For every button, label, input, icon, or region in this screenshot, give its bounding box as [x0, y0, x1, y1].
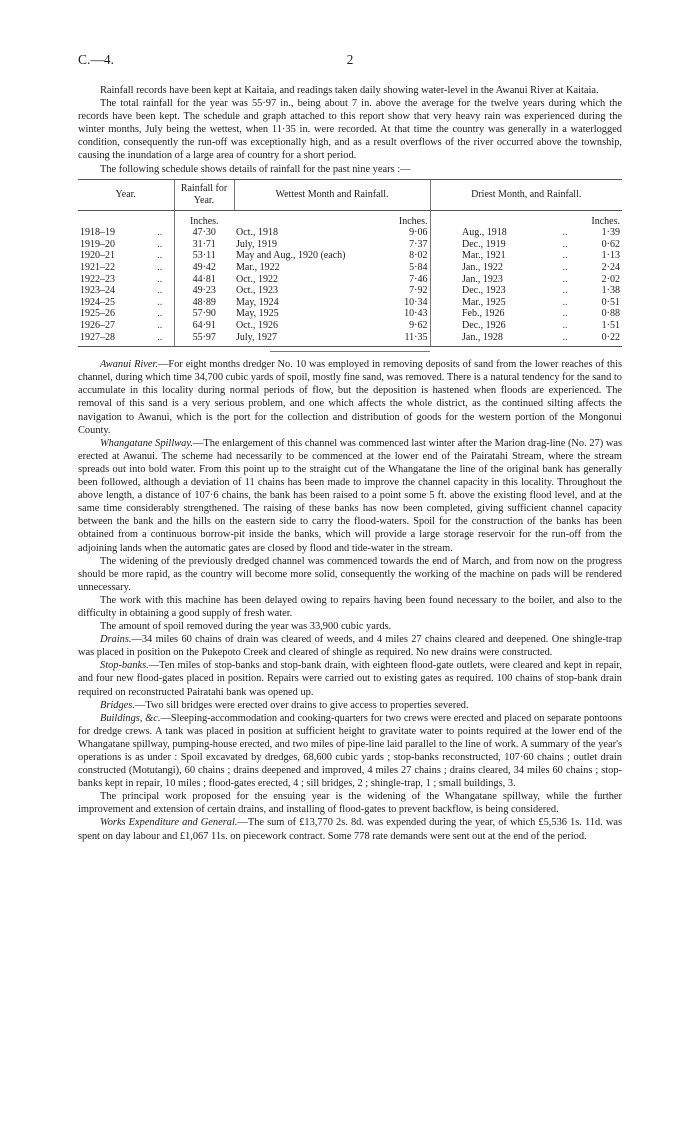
year-cell: 1925–26 — [80, 308, 115, 320]
spacer-cell — [430, 297, 460, 309]
driest-rain-cell: 0·22 — [580, 332, 622, 347]
year-cell: 1922–23 — [80, 273, 115, 285]
rainfall-cell: 31·71 — [174, 239, 234, 251]
table-row — [78, 250, 622, 262]
dots-leader: .. — [562, 320, 568, 331]
dots-leader: .. — [562, 250, 568, 262]
driest-month-cell: Jan., 1928 — [460, 332, 550, 347]
dots-leader: .. — [562, 273, 568, 285]
heading-bridges: Bridges. — [100, 699, 135, 711]
table-row — [78, 320, 622, 332]
wettest-rain-cell: 7·92 — [409, 285, 428, 297]
heading-drains: Drains. — [100, 634, 132, 646]
wettest-rain-cell: 10·34 — [404, 296, 428, 308]
wettest-month-cell: July, 1919 — [236, 238, 278, 250]
wettest-month-cell: Oct., 1926 — [236, 320, 278, 331]
unit-wettest: Inches. — [398, 215, 428, 227]
wettest-rain-cell: 9·62 — [409, 320, 428, 331]
driest-rain-cell: 1·13 — [601, 250, 620, 262]
wettest-month-cell: Oct., 1922 — [236, 273, 278, 285]
dots-leader: .. — [562, 238, 568, 250]
wettest-rain-cell: 11·35 — [382, 332, 430, 347]
wettest-rain-cell: 9·06 — [409, 227, 428, 239]
buildings-text: —Sleeping-accommodation and cooking-quarters for two crews were erected and placed on separate pontoons for dredge crews. A tank was placed in position at sufficient height to gravitate water to points required at the lower end of the Whangatane spillway, pumping-house erected, and two miles of pipe-line laid parallel to the line of work. A summary of the year's operations is as under : Spoil excavated by dredges, 68,600 cubic yards ; stop-banks reconstructed, 107·60 chains ; outlet drain constructed (Motutangi), 60 chains ; drains deepened and improved, 4 miles 27 chains ; drains cleared, 34 miles 60 chains ; stop-banks kept in repair, 10 miles ; flood-gates erected, 4 ; sill bridges, 2 ; shingle-trap, 1 ; small buildings, 3. — [78, 712, 623, 790]
dots-leader: .. — [562, 227, 568, 239]
table-row — [78, 297, 622, 309]
header-year: Year. — [78, 179, 174, 210]
wettest-month-cell: July, 1927 — [234, 332, 382, 347]
driest-rain-cell: 2·02 — [601, 273, 620, 285]
spacer-cell — [430, 320, 460, 332]
driest-month-cell: Jan., 1923 — [462, 273, 503, 285]
wettest-month-cell: May, 1925 — [236, 308, 279, 320]
rainfall-table — [78, 179, 622, 348]
paragraph-bridges — [78, 699, 622, 712]
dots-leader: .. — [550, 332, 580, 347]
year-cell: 1921–22 — [80, 262, 115, 274]
wettest-month-cell: May and Aug., 1920 (each) — [236, 250, 346, 262]
dots-leader: .. — [157, 262, 163, 274]
table-body — [78, 210, 622, 347]
spacer-cell — [430, 285, 460, 297]
heading-stop-banks: Stop-banks. — [100, 660, 149, 672]
driest-rain-cell: 0·88 — [601, 308, 620, 320]
year-cell: 1920–21 — [80, 250, 115, 262]
heading-awanui: Awanui River. — [100, 359, 159, 371]
paragraph-rainfall-records: Rainfall records have been kept at Kaitaia, and readings taken daily showing water-level in the Awanui River at Kaitaia. — [100, 85, 599, 96]
paragraph-widening: The widening of the previously dredged channel was commenced towards the end of March, and from now on the progress should be more rapid, as the country will become more solid, consequently the working of the machine on pads will be rendered unnecessary. — [78, 555, 622, 593]
table-header-row — [78, 179, 622, 210]
rainfall-cell: 49·42 — [174, 262, 234, 274]
spacer-cell — [430, 262, 460, 274]
dots-leader: .. — [146, 332, 174, 347]
document-page — [78, 52, 622, 843]
unit-rainfall: Inches. — [174, 210, 234, 227]
spacer-cell — [430, 227, 460, 239]
year-cell: 1923–24 — [80, 285, 115, 297]
wettest-rain-cell: 5·84 — [409, 262, 428, 274]
heading-buildings: Buildings, &c. — [100, 712, 161, 724]
units-row — [78, 210, 622, 227]
rainfall-cell: 47·30 — [174, 227, 234, 239]
driest-rain-cell: 0·51 — [601, 296, 620, 308]
year-cell: 1918–19 — [80, 227, 115, 239]
bridges-text: —Two sill bridges were erected over drains to give access to properties severed. — [134, 699, 469, 711]
driest-month-cell: Dec., 1923 — [462, 285, 506, 297]
dots-leader: .. — [157, 273, 163, 285]
wettest-rain-cell: 8·02 — [409, 250, 428, 262]
rainfall-cell: 49·23 — [174, 285, 234, 297]
rainfall-cell: 53·11 — [174, 250, 234, 262]
wettest-rain-cell: 7·46 — [409, 273, 428, 285]
report-reference: C.—4. — [78, 52, 115, 67]
page-header — [78, 52, 622, 72]
year-cell: 1924–25 — [80, 296, 115, 308]
rainfall-cell: 48·89 — [174, 297, 234, 309]
spacer-cell — [430, 274, 460, 286]
rainfall-cell: 44·81 — [174, 274, 234, 286]
table-row — [78, 332, 622, 347]
wettest-month-cell: Mar., 1922 — [236, 262, 280, 274]
paragraph-stop-banks — [78, 659, 622, 698]
spacer-cell — [430, 332, 460, 347]
header-rainfall: Rainfall for Year. — [174, 179, 234, 210]
driest-month-cell: Dec., 1926 — [462, 320, 506, 331]
driest-month-cell: Mar., 1921 — [462, 250, 506, 262]
year-cell: 1927–28 — [78, 332, 146, 347]
dots-leader: .. — [157, 320, 163, 331]
works-text: —The sum of £13,770 2s. 8d. was expended during the year, of which £5,536 1s. 11d. was spent on day labour and £1,067 11s. on piecework contract. Some 778 rate demands were sent out at the end of the period. — [78, 817, 622, 842]
driest-month-cell: Feb., 1926 — [462, 308, 505, 320]
paragraph-drains — [78, 633, 622, 659]
spacer-cell — [430, 308, 460, 320]
whangatane-text: —The enlargement of this channel was commenced last winter after the Marion drag-line (No. 27) was erected at Awanui. The scheme had necessarily to be commenced at the lower end of the Pairatahi Stream, where the stream spreads out into bold water. From this point up to the straight cut of the Whangatane the line of the original bank has generally been followed, although a deviation of 11 chains has been made to improve the channel capacity in this locality. Throughout the above length, a distance of 107·6 chains, the bank has been raised to a point some 5 ft. above the existing flood level, and at the same time considerably strengthened. The raising of these banks has now been completed, giving sufficient channel capacity between the bank and the hills on the eastern side to carry the flood-waters. Spoil for the construction of the banks has been obtained from a continuous borrow-pit inside the banks, which will provide a large storage reservoir for the run-off from the adjoining lands when the automatic gates are closed by flood and tide-water in the stream. — [78, 437, 622, 554]
dots-leader: .. — [157, 285, 163, 297]
driest-month-cell: Dec., 1919 — [462, 238, 506, 250]
table-row — [78, 308, 622, 320]
driest-rain-cell: 0·62 — [601, 238, 620, 250]
paragraph-spoil: The amount of spoil removed during the year was 33,900 cubic yards. — [100, 621, 392, 633]
wettest-month-cell: May, 1924 — [236, 296, 279, 308]
driest-month-cell: Aug., 1918 — [462, 227, 507, 239]
paragraph-principal-work: The principal work proposed for the ensuing year is the widening of the Whangatane spillway, while the further improvement and extension of certain drains, and installing of flood-gates to prevent backflow, is being considered. — [78, 791, 622, 816]
section-divider — [270, 351, 430, 352]
driest-month-cell: Mar., 1925 — [462, 296, 506, 308]
header-driest: Driest Month, and Rainfall. — [430, 179, 622, 210]
dots-leader: .. — [157, 238, 163, 250]
driest-rain-cell: 1·38 — [601, 285, 620, 297]
paragraph-whangatane — [78, 437, 622, 555]
dots-leader: .. — [157, 296, 163, 308]
unit-driest: Inches. — [591, 215, 620, 227]
dots-leader: .. — [562, 285, 568, 297]
paragraph-schedule-intro: The following schedule shows details of rainfall for the past nine years :— — [100, 163, 411, 175]
table-row — [78, 274, 622, 286]
page-number: 2 — [346, 52, 354, 67]
header-wettest: Wettest Month and Rainfall. — [234, 179, 430, 210]
wettest-rain-cell: 10·43 — [404, 308, 428, 320]
dots-leader: .. — [562, 308, 568, 320]
dots-leader: .. — [157, 250, 163, 262]
spacer-cell — [430, 239, 460, 251]
paragraph-awanui — [78, 358, 622, 437]
rainfall-cell: 55·97 — [174, 332, 234, 347]
driest-rain-cell: 1·51 — [601, 320, 620, 331]
table-row — [78, 227, 622, 239]
awanui-text: —For eight months dredger No. 10 was employed in removing deposits of sand from the lower reaches of this channel, during which time 34,700 cubic yards of spoil, mostly fine sand, was removed. There is a natural tendency for the sand to accumulate in this locality during normal periods of flow, but the deposition is hastened when floods are experienced. The removal of this sand is a very serious problem, and one which affects the whole district, as the continued silting affects the navigation to Awanui, which is the port for the collection and distribution of goods for the western portion of the Mongonui County. — [78, 359, 622, 436]
paragraph-buildings — [78, 712, 622, 791]
driest-month-cell: Jan., 1922 — [462, 262, 503, 274]
wettest-rain-cell: 7·37 — [409, 238, 428, 250]
wettest-month-cell: Oct., 1923 — [236, 285, 278, 297]
dots-leader: .. — [157, 227, 163, 239]
heading-whangatane: Whangatane Spillway. — [100, 437, 193, 449]
heading-works: Works Expenditure and General. — [100, 817, 238, 829]
dots-leader: .. — [562, 262, 568, 274]
wettest-month-cell: Oct., 1918 — [236, 227, 278, 239]
driest-rain-cell: 2·24 — [601, 262, 620, 274]
table-row — [78, 239, 622, 251]
spacer-cell — [430, 250, 460, 262]
driest-rain-cell: 1·39 — [601, 227, 620, 239]
table-row — [78, 262, 622, 274]
stop-banks-text: —Ten miles of stop-banks and stop-bank drain, with eighteen flood-gate outlets, were cleared and kept in repair, and four new flood-gates placed in position. Repairs were carried out to existing gates as required. 100 chains of stop-bank drain required on reconstructed Pairatahi bank was opened up. — [78, 660, 622, 698]
year-cell: 1926–27 — [80, 320, 115, 331]
rainfall-cell: 64·91 — [174, 320, 234, 332]
report-body — [78, 84, 622, 843]
dots-leader: .. — [157, 308, 163, 320]
table-row — [78, 285, 622, 297]
dots-leader: .. — [562, 296, 568, 308]
drains-text: —34 miles 60 chains of drain was cleared of weeds, and 4 miles 27 chains cleared and deepened. One shingle-trap was placed in position on the Pukepoto Creek and cleared of shingle as required. No new drains were constructed. — [78, 634, 622, 659]
paragraph-repairs: The work with this machine has been delayed owing to repairs having been found necessary to the boiler, and also to the difficulty in obtaining a good supply of fresh water. — [78, 594, 622, 619]
rainfall-cell: 57·90 — [174, 308, 234, 320]
paragraph-works-expenditure — [78, 816, 622, 842]
paragraph-total-rainfall: The total rainfall for the year was 55·97 in., being about 7 in. above the average for the twelve years during which the records have been kept. The schedule and graph attached to this report show that very heavy rain was experienced during the winter months, July being the wettest, when 11·35 in. were recorded. At that time the country was generally in a waterlogged condition, consequently the run-off was exceptionally high, and as a result overflows of the river occurred above the township, causing the inundation of a large area of country for a short period. — [78, 98, 622, 162]
year-cell: 1919–20 — [80, 238, 115, 250]
